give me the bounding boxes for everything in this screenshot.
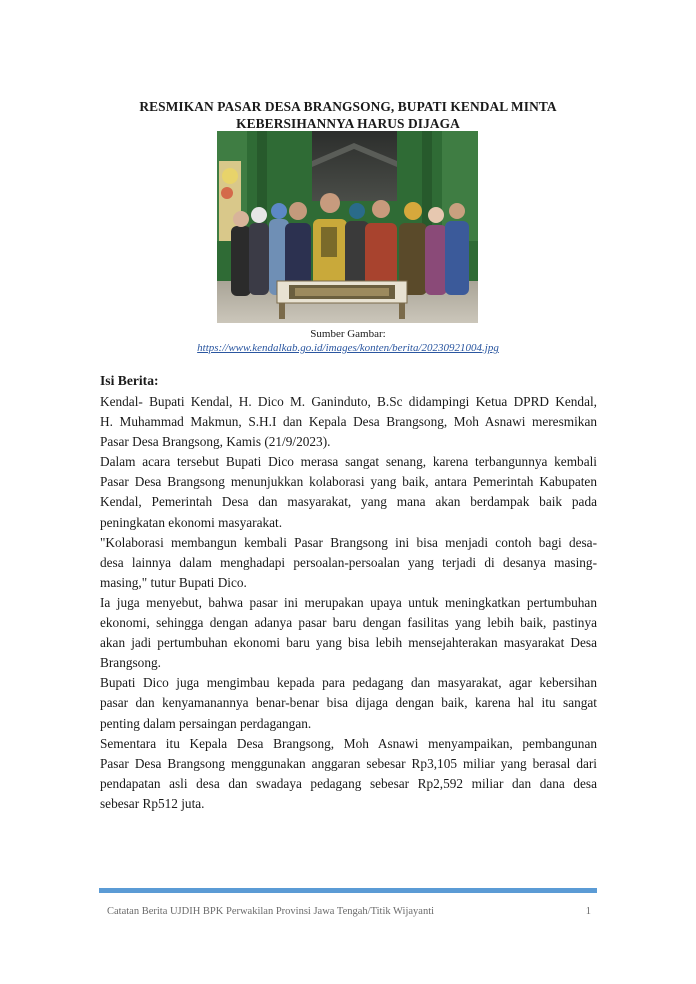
article-line: "Kolaborasi membangun kembali Pasar Brangsong ini bisa menjadi contoh bagi desa- (100, 534, 597, 550)
article-line: H. Muhammad Makmun, S.H.I dan Kepala Desa Brangsong, Moh Asnawi meresmikan (100, 414, 597, 430)
article-line: Kendal- Bupati Kendal, H. Dico M. Ganinduto, B.Sc didampingi Ketua DPRD Kendal, (100, 394, 597, 409)
photo-source-label: Sumber Gambar: (310, 328, 386, 340)
article-title-line-2: KEBERSIHANNYA HARUS DIJAGA (236, 116, 460, 131)
article-line: penting dalam persaingan perdagangan. (100, 715, 312, 731)
article-line: desa lainnya dalam menghadapi persoalan-persoalan yang terjadi di desanya masing- (100, 554, 597, 570)
article-line: akan jadi pertumbuhan ekonomi baru yang bisa lebih mensejahterakan masyarakat Desa (100, 635, 597, 651)
article-body (100, 392, 597, 814)
article-line: ekonomi, sehingga dengan adanya pasar baru dengan fasilitas yang lebih baik, pastinya (100, 615, 597, 631)
photo-caption (100, 327, 596, 355)
photo-group-inauguration-icon (217, 131, 478, 323)
article-line: Bupati Dico juga mengimbau kepada para pedagang dan masyarakat, agar kebersihan (100, 675, 597, 691)
footer-rule (99, 888, 597, 893)
article-line: Pasar Desa Brangsong menggunakan anggaran sebesar Rp3,105 miliar yang berasal dari (100, 755, 597, 771)
article-line: Sementara itu Kepala Desa Brangsong, Moh Asnawi menyampaikan, pembangunan (100, 735, 597, 751)
article-line: pasar dan kenyamanannya benar-benar bisa dijaga dengan baik, karena hal itu sangat (100, 695, 597, 711)
page-number: 1 (585, 906, 591, 917)
article-line: Pasar Desa Brangsong, Kamis (21/9/2023). (100, 434, 331, 450)
footer-text: Catatan Berita UJDIH BPK Perwakilan Provinsi Jawa Tengah/Titik Wijayanti (107, 906, 435, 917)
article-title (100, 98, 596, 132)
article-line: pendapatan asli desa dan swadaya pedagang sebesar Rp2,592 miliar dan dana desa (100, 775, 597, 791)
photo-source-link[interactable]: https://www.kendalkab.go.id/images/konten/berita/20230921004.jpg (197, 342, 499, 354)
article-line: Pasar Desa Brangsong menunjukkan kolaborasi yang baik, antara Pemerintah Kabupaten (100, 474, 597, 490)
article-title-line-1: RESMIKAN PASAR DESA BRANGSONG, BUPATI KENDAL MINTA (139, 99, 557, 114)
article-heading: Isi Berita: (100, 373, 159, 388)
article-line: Dalam acara tersebut Bupati Dico merasa sangat senang, karena terbangunnya kembali (100, 454, 597, 470)
article-line: Brangsong. (100, 655, 161, 671)
article-line: masing," tutur Bupati Dico. (100, 574, 247, 590)
article-line: Ia juga menyebut, bahwa pasar ini merupakan upaya untuk meningkatkan pertumbuhan (100, 594, 597, 610)
article-line: peningkatan ekonomi masyarakat. (100, 514, 283, 530)
news-photo (217, 131, 478, 323)
article-line: Kendal, Pemerintah Desa dan masyarakat, yang mana akan berdampak baik pada (100, 494, 597, 510)
article-line: sebesar Rp512 juta. (100, 795, 205, 811)
